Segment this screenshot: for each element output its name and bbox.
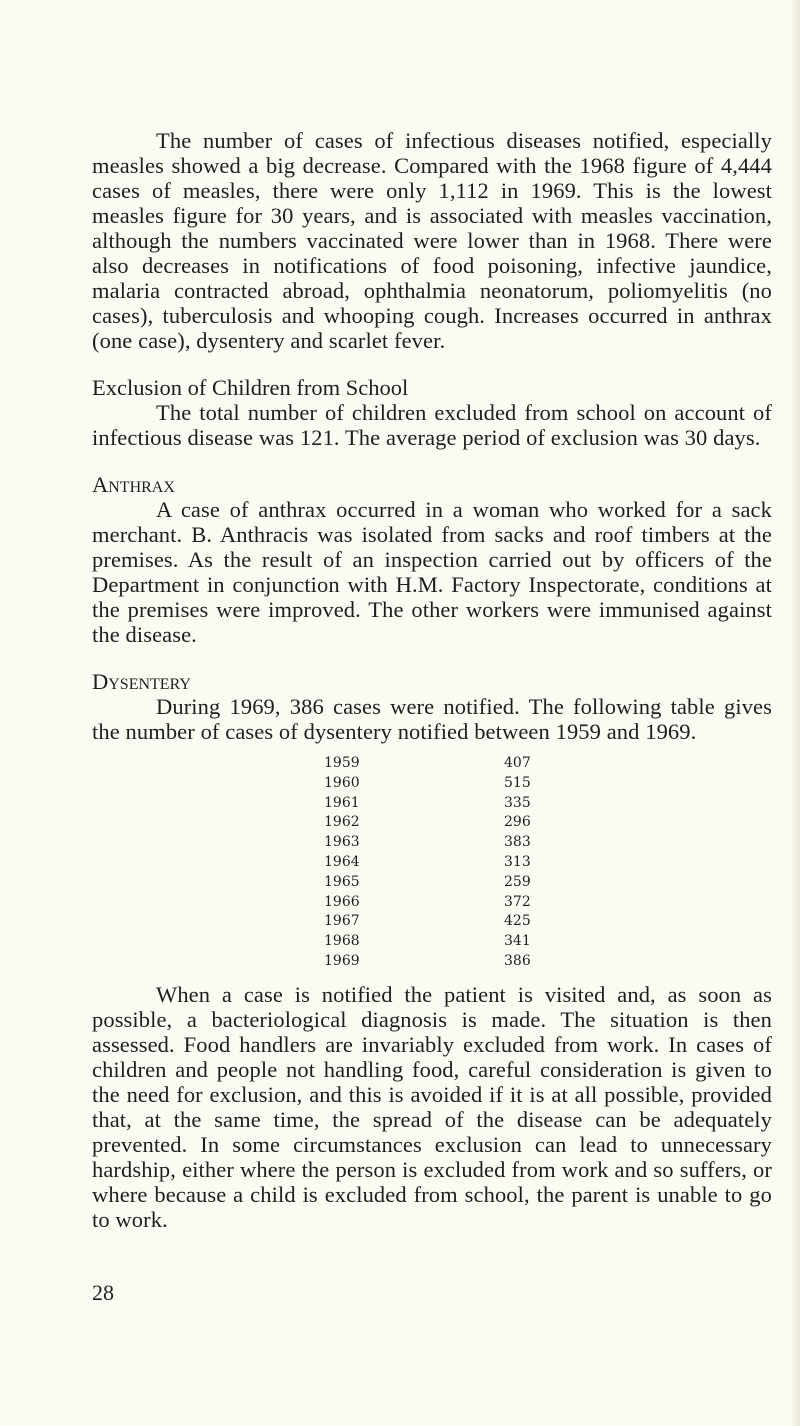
cases-cell: 425 — [504, 913, 531, 930]
year-cell: 1962 — [324, 814, 360, 831]
paragraph-anthrax: A case of anthrax occurred in a woman who worked for a sack merchant. B. Anthracis was isolated from sacks and roof timbers at the premises. As the result of an inspection carried out by officers of the Department in conjunction with H.M. Factory Inspectorate, conditions at the premises were improved. The other workers were immunised against the disease. — [92, 497, 772, 647]
cases-cell: 341 — [504, 933, 531, 950]
dysentery-table — [92, 754, 772, 972]
cases-cell: 335 — [504, 794, 531, 811]
heading-anthrax: Anthrax — [92, 472, 175, 497]
cases-cell: 383 — [504, 834, 531, 851]
year-cell: 1966 — [324, 893, 360, 910]
heading-exclusion: Exclusion of Children from School — [92, 375, 409, 400]
heading-dysentery: Dysentery — [92, 669, 191, 694]
year-cell: 1967 — [324, 913, 360, 930]
table-row — [92, 932, 772, 952]
year-cell: 1963 — [324, 834, 360, 851]
document-body — [92, 128, 772, 1232]
cases-cell: 515 — [504, 774, 531, 791]
page-edge-shadow — [790, 0, 800, 1426]
cases-cell: 372 — [504, 893, 531, 910]
year-cell: 1960 — [324, 774, 360, 791]
table-row — [92, 912, 772, 932]
paragraph-intro: The number of cases of infectious diseases notified, especially measles showed a big decrease. Compared with the 1968 figure of 4,444 cases of measles, there were only 1,112 in 1969. This is the lowest measles figure for 30 years, and is associated with measles vaccination, although the numbers vaccinated were lower than in 1968. There were also decreases in notifications of food poisoning, infective jaundice, malaria contracted abroad, ophthalmia neonatorum, poliomyelitis (no cases), tuberculosis and whooping cough. Increases occurred in anthrax (one case), dysentery and scarlet fever. — [92, 128, 772, 353]
cases-cell: 407 — [504, 755, 531, 771]
table-row — [92, 754, 772, 774]
table-row — [92, 833, 772, 853]
paragraph-dysentery-followup: When a case is notified the patient is visited and, as soon as possible, a bacteriological diagnosis is made. The situation is then assessed. Food handlers are invariably excluded from work. In cases of children and people not handling food, careful consideration is given to the need for exclusion, and this is avoided if it is at all possible, provided that, at the same time, the spread of the disease can be adequately prevented. In some circumstances exclusion can lead to unnecessary hardship, either where the person is excluded from work and so suffers, or where because a child is excluded from school, the parent is unable to go to work. — [92, 981, 772, 1232]
table-row — [92, 794, 772, 814]
table-row — [92, 952, 772, 972]
year-cell: 1969 — [324, 952, 360, 969]
year-cell: 1968 — [324, 933, 360, 950]
table-row — [92, 774, 772, 794]
year-cell: 1961 — [324, 794, 360, 811]
table-row — [92, 893, 772, 913]
cases-cell: 296 — [504, 814, 531, 831]
cases-cell: 386 — [504, 952, 531, 969]
paragraph-dysentery-intro: During 1969, 386 cases were notified. The following table gives the number of cases of dysentery notified between 1959 and 1969. — [92, 694, 772, 744]
year-cell: 1965 — [324, 873, 360, 890]
year-cell: 1964 — [324, 853, 360, 870]
paragraph-exclusion: The total number of children excluded from school on account of infectious disease was 121. The average period of exclusion was 30 days. — [92, 400, 772, 450]
page-number: 28 — [92, 1280, 114, 1305]
cases-cell: 313 — [504, 853, 531, 870]
cases-cell: 259 — [504, 873, 531, 890]
year-cell: 1959 — [324, 755, 360, 771]
table-row — [92, 853, 772, 873]
table-row — [92, 873, 772, 893]
table-row — [92, 813, 772, 833]
